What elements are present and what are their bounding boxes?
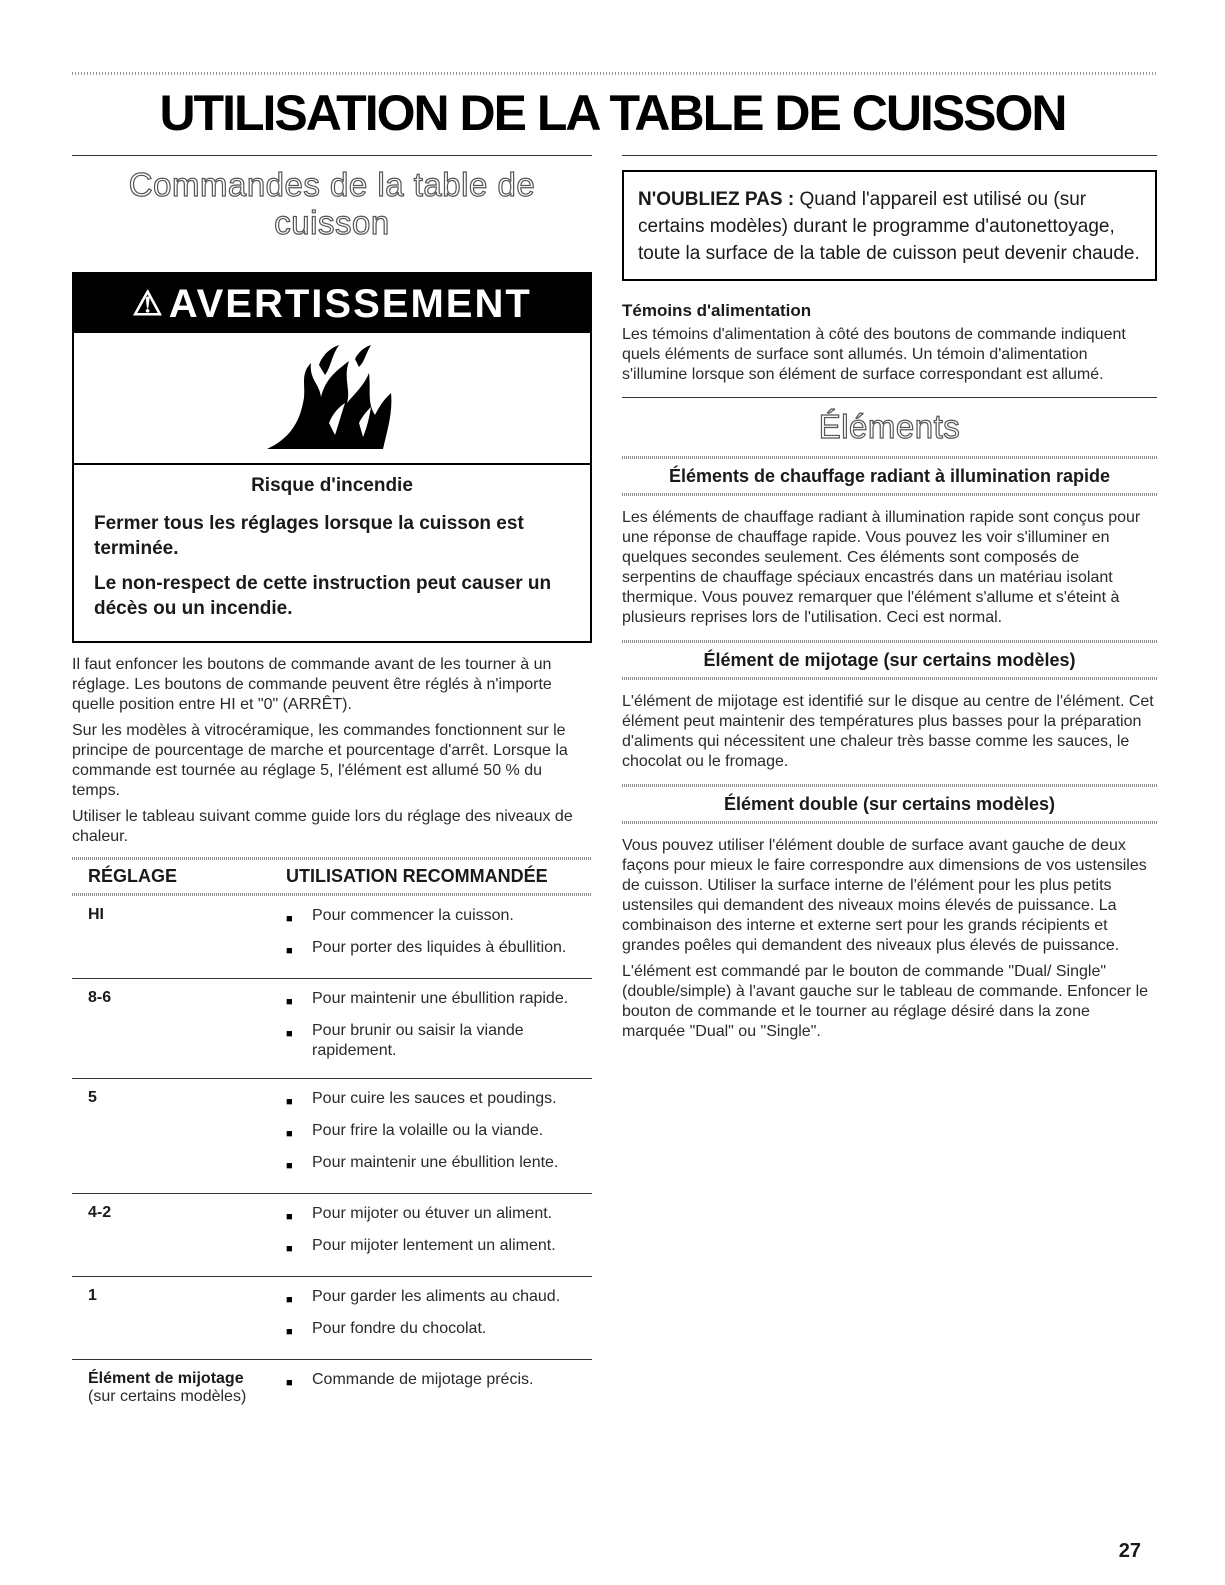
- bullet-square-icon: ■: [286, 1243, 293, 1255]
- simmer-text: L'élément de mijotage est identifié sur le disque au centre de l'élément. Cet élément peut maintenir des températures plus basses pour la préparation d'aliments qui nécessitent une chaleur très basse comme les sauces, le chocolat ou le fromage.: [622, 693, 1154, 770]
- row-setting: HI: [88, 906, 104, 923]
- warning-line-2: Le non-respect de cette instruction peut causer un décès ou un incendie.: [94, 573, 552, 619]
- section-heading-controls: Commandes de la table de cuisson: [128, 166, 536, 241]
- table-row: [72, 1078, 592, 1193]
- list-item: ■ Pour mijoter ou étuver un aliment.: [286, 1204, 592, 1227]
- dual-text-2: L'élément est commandé par le bouton de commande "Dual/ Single" (double/simple) à l'avant gauche sur le tableau de commande. Enfoncer le bouton de commande et le tourner au réglage désiré dans la zone marquée "Dual" ou "Single".: [622, 963, 1149, 1040]
- reminder-label: N'OUBLIEZ PAS :: [638, 189, 795, 210]
- page-number: 27: [1118, 1540, 1141, 1562]
- list-item: ■ Pour garder les aliments au chaud.: [286, 1287, 592, 1310]
- right-column: [622, 155, 1157, 1048]
- bullet-square-icon: ■: [286, 1377, 293, 1389]
- radiant-heading: Éléments de chauffage radiant à illumination rapide: [668, 466, 1111, 486]
- paragraph: Utiliser le tableau suivant comme guide lors du réglage des niveaux de chaleur.: [72, 808, 573, 845]
- reminder-text: Quand l'appareil est utilisé ou (sur certains modèles) durant le programme d'autonettoyage, toute la surface de la table de cuisson peut devenir chaude.: [638, 189, 1140, 264]
- header-usage: UTILISATION RECOMMANDÉE: [286, 866, 548, 886]
- hatch-rule: [622, 677, 1157, 680]
- indicators-text: Les témoins d'alimentation à côté des boutons de commande indiquent quels éléments de surface sont allumés. Un témoin d'alimentation s'illumine lorsque son élément de surface correspondant est allumé.: [622, 326, 1126, 383]
- bullet-square-icon: ■: [286, 913, 293, 925]
- simmer-heading: Élément de mijotage (sur certains modèles): [703, 650, 1076, 670]
- hatch-rule: [622, 821, 1157, 824]
- page-title: UTILISATION DE LA TABLE DE CUISSON: [159, 85, 1066, 141]
- list-item: ■ Commande de mijotage précis.: [286, 1370, 592, 1393]
- warning-body: [74, 465, 590, 641]
- warning-header: [74, 274, 590, 333]
- dual-text-1: Vous pouvez utiliser l'élément double de surface avant gauche de deux façons pour mieux le faire correspondre aux dimensions de vos ustensiles de cuisson. Utiliser la surface interne de l'élément pour les plus petits ustensiles qui demandent des niveaux moins élevés de puissance. La combinaison des interne et externe sert pour les grands récipients et grandes poêles qui demandent des niveaux plus élevés de puissance.: [622, 837, 1147, 954]
- intro-paragraphs: [72, 655, 592, 847]
- row-setting: 4-2: [88, 1204, 112, 1221]
- row-setting-note: (sur certains modèles): [88, 1388, 247, 1405]
- dual-heading: Élément double (sur certains modèles): [723, 794, 1056, 814]
- table-row: [72, 978, 592, 1078]
- fire-icon: [259, 343, 409, 453]
- settings-table: [72, 896, 592, 1414]
- warning-risk: Risque d'incendie: [251, 475, 413, 496]
- warning-triangle-icon: ⚠: [132, 285, 165, 323]
- table-header: [72, 860, 592, 893]
- row-setting: 1: [88, 1287, 97, 1304]
- list-item: ■ Pour frire la volaille ou la viande.: [286, 1121, 592, 1144]
- bullet-square-icon: ■: [286, 1326, 293, 1338]
- indicators-heading: Témoins d'alimentation: [622, 301, 812, 320]
- warning-line-1: Fermer tous les réglages lorsque la cuisson est terminée.: [94, 513, 524, 559]
- row-setting: Élément de mijotage (sur certains modèles): [72, 1370, 286, 1406]
- header-setting: RÉGLAGE: [88, 866, 178, 886]
- top-dotted-rule: [72, 72, 1157, 75]
- bullet-square-icon: ■: [286, 1160, 293, 1172]
- bullet-square-icon: ■: [286, 996, 293, 1008]
- table-row: [72, 1276, 592, 1359]
- fire-illustration: [74, 333, 590, 465]
- hatch-rule: [622, 493, 1157, 496]
- list-item: ■ Pour brunir ou saisir la viande rapidement.: [286, 1022, 524, 1059]
- left-column: [72, 155, 592, 1414]
- list-item: ■ Pour cuire les sauces et poudings.: [286, 1089, 592, 1112]
- section-rule: [622, 155, 1157, 156]
- table-row: [72, 896, 592, 978]
- reminder-box: [622, 170, 1157, 281]
- table-row: [72, 1193, 592, 1276]
- list-item: ■ Pour maintenir une ébullition rapide.: [286, 989, 592, 1012]
- list-item: ■ Pour fondre du chocolat.: [286, 1319, 592, 1342]
- paragraph: Sur les modèles à vitrocéramique, les commandes fonctionnent sur le principe de pourcentage de marche et pourcentage d'arrêt. Lorsque la commande est tournée au réglage 5, l'élément est allumé 50 % du temps.: [72, 722, 568, 799]
- radiant-text: Les éléments de chauffage radiant à illumination rapide sont conçus pour une réponse de chauffage rapide. Vous pouvez les voir s'illuminer en quelques secondes seulement. Ces éléments sont composés de serpentins de chauffage spéciaux encastrés dans un matériau isolant thermique. Vous pouvez remarquer que l'élément s'allume et s'éteint à plusieurs reprises lors de l'utilisation. Ceci est normal.: [622, 509, 1141, 626]
- section-heading-elements: Éléments: [818, 408, 961, 445]
- list-item: ■ Pour commencer la cuisson.: [286, 906, 592, 929]
- warning-box: [72, 272, 592, 643]
- bullet-square-icon: ■: [286, 1211, 293, 1223]
- list-item: ■ Pour porter des liquides à ébullition.: [286, 938, 592, 961]
- list-item: ■ Pour mijoter lentement un aliment.: [286, 1236, 592, 1259]
- bullet-square-icon: ■: [286, 1096, 293, 1108]
- table-row: [72, 1359, 592, 1414]
- warning-label: AVERTISSEMENT: [168, 282, 532, 326]
- bullet-square-icon: ■: [286, 1294, 293, 1306]
- row-setting: 5: [88, 1089, 97, 1106]
- list-item: ■ Pour maintenir une ébullition lente.: [286, 1153, 592, 1176]
- row-setting: 8-6: [88, 989, 112, 1006]
- bullet-square-icon: ■: [286, 1128, 293, 1140]
- bullet-square-icon: ■: [286, 1028, 293, 1040]
- paragraph: Il faut enfoncer les boutons de commande avant de les tourner à un réglage. Les boutons de commande peuvent être réglés à n'importe quelle position entre HI et "0" (ARRÊT).: [72, 656, 552, 713]
- bullet-square-icon: ■: [286, 945, 293, 957]
